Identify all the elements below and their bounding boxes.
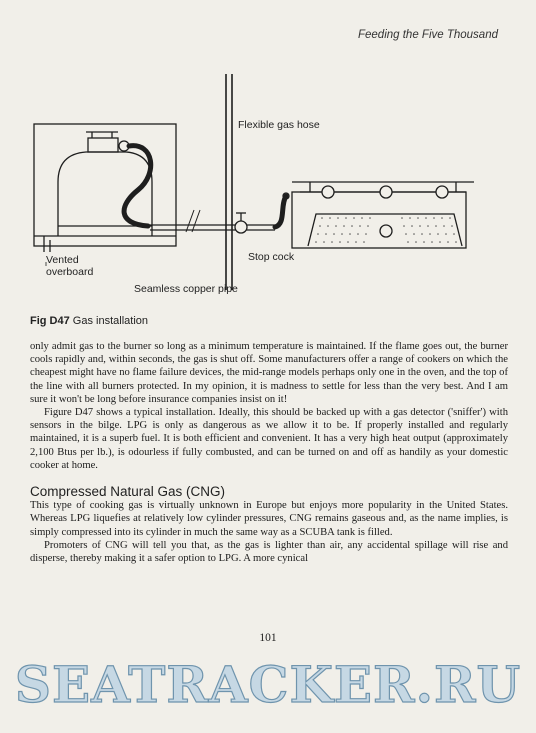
- section-heading: Compressed Natural Gas (CNG): [30, 484, 226, 500]
- page-number: 101: [259, 632, 277, 644]
- watermark: SEATRACKER.RU: [14, 655, 522, 714]
- paragraph: This type of cooking gas is virtually unknown in Europe but enjoys more popularity in the United States. Whereas LPG liquefies at relatively low cylinder pressures, CNG remains gaseous and, as the name implies, is simply compressed into its cylinder in much the same way as a SCUBA tank is filled.: [30, 500, 508, 538]
- cooker-hose: [275, 196, 286, 227]
- burner: [436, 186, 448, 198]
- gas-locker: [34, 124, 176, 246]
- caption-text: Gas installation: [72, 315, 149, 327]
- paragraph: only admit gas to the burner so long as a minimum temperature is maintained. If the flame goes out, the burner cools rapidly and, within seconds, the gas is shut off. Some manufacturers offer a range of cookers on which the cheapest might have no flame failure devices, the mid-range models perhaps only one in the oven, and the top of the line with all burners protected. In my opinion, it is madness to settle for less than the very best. And I am sure it won't be long before insurance companies insist on it!: [30, 341, 508, 405]
- body-text: [30, 340, 508, 565]
- caption-number: Fig D47: [30, 315, 70, 327]
- label-overboard: overboard: [46, 266, 94, 278]
- gas-installation-diagram: [0, 0, 536, 310]
- label-hose: Flexible gas hose: [238, 119, 320, 131]
- running-head: Feeding the Five Thousand: [357, 29, 498, 41]
- cooker-body: [292, 192, 466, 248]
- stop-cock: [235, 221, 247, 233]
- paragraph: Figure D47 shows a typical installation. Ideally, this should be backed up with a gas detector ('sniffer') with sensors in the bilge. LPG is only as dangerous as we allow it to be. If properly installed and regularly maintained, it is a superb fuel. It is both efficient and convenient. It has a very high heat output (approximately 2,100 Btus per lb.), is odourless if fully combusted, and can be turned on and off as handily as your domestic cooker at home.: [30, 407, 508, 471]
- label-vented: Vented: [46, 254, 79, 266]
- burner: [380, 186, 392, 198]
- label-pipe: Seamless copper pipe: [134, 283, 238, 295]
- label-stopcock: Stop cock: [248, 251, 295, 263]
- cylinder-valve: [88, 138, 118, 152]
- burner: [322, 186, 334, 198]
- flexible-hose: [124, 146, 151, 226]
- oven-burner: [380, 225, 392, 237]
- figure-caption: [30, 315, 148, 327]
- pipe-break: [186, 210, 200, 232]
- paragraph: Promoters of CNG will tell you that, as the gas is lighter than air, any accidental spillage will rise and disperse, thereby making it a safer option to LPG. A more cynical: [30, 539, 508, 565]
